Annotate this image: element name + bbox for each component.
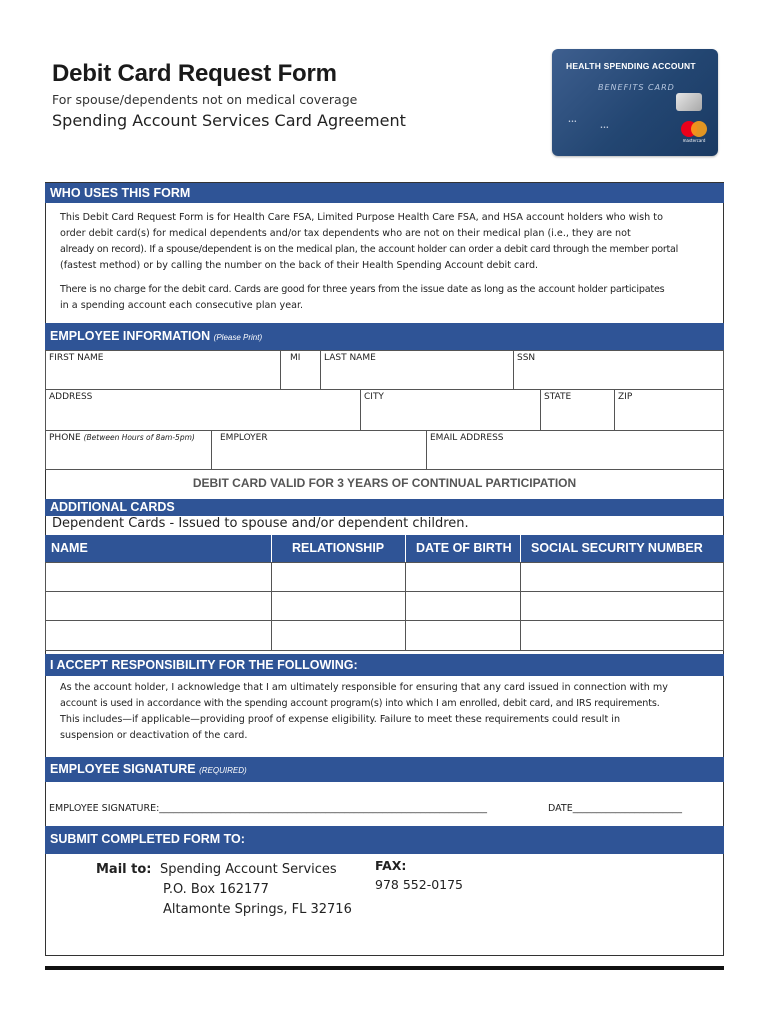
phone-label	[49, 433, 195, 443]
signature-required-note: (REQUIRED)	[199, 766, 247, 775]
text-line: account is used in accordance with the spending account program(s) into which I am enrolled, debit card, and IRS requirements.	[60, 698, 660, 709]
last-name-label: LAST NAME	[324, 353, 376, 363]
mail-to-label: Mail to:	[96, 862, 152, 877]
dependent-dob-cell[interactable]	[405, 620, 521, 651]
column-divider	[271, 535, 272, 563]
submit-header	[45, 826, 724, 854]
column-divider	[405, 535, 406, 563]
city-label: CITY	[364, 392, 384, 402]
card-valid-note: DEBIT CARD VALID FOR 3 YEARS OF CONTINUAL PARTICIPATION	[192, 476, 577, 490]
who-uses-paragraph-2	[60, 282, 664, 314]
dependent-relationship-cell[interactable]	[271, 562, 406, 592]
who-uses-paragraph-1	[60, 210, 678, 274]
column-ssn: SOCIAL SECURITY NUMBER	[531, 541, 703, 555]
zip-label: ZIP	[618, 392, 633, 402]
card-brand-text: mastercard	[682, 138, 706, 143]
text-line: (fastest method) or by calling the number on the back of their Health Spending Account debit card.	[60, 260, 539, 271]
employee-info-header	[45, 323, 724, 350]
column-date-of-birth: DATE OF BIRTH	[416, 541, 512, 555]
employee-info-note: (Please Print)	[213, 333, 263, 342]
dependent-name-cell[interactable]	[45, 620, 272, 651]
email-label: EMAIL ADDRESS	[430, 433, 504, 443]
first-name-label: FIRST NAME	[49, 353, 104, 363]
column-divider	[520, 535, 521, 563]
address-field[interactable]	[45, 389, 361, 431]
mail-address-line: Spending Account Services	[160, 862, 337, 877]
text-line: This includes—if applicable—providing proof of expense eligibility. Failure to meet these requirements could result in	[60, 714, 621, 725]
additional-cards-heading: ADDITIONAL CARDS	[50, 500, 175, 514]
text-line: in a spending account each consecutive plan year.	[60, 300, 304, 311]
zip-field[interactable]	[614, 389, 724, 431]
signature-underline: _____________________________________________________________________	[159, 803, 488, 814]
card-name-mark: •••	[600, 125, 609, 131]
last-name-field[interactable]	[320, 350, 514, 390]
card-chip-icon	[676, 93, 702, 111]
date-underline: _______________________	[572, 803, 682, 814]
dependent-cards-description: Dependent Cards - Issued to spouse and/or dependent children.	[52, 516, 469, 531]
text-line: order debit card(s) for medical dependents and/or tax dependents who are not on their medical plan (i.e., they are not	[60, 228, 631, 239]
ssn-field[interactable]	[513, 350, 724, 390]
signature-heading: EMPLOYEE SIGNATURE	[50, 762, 196, 776]
who-uses-heading: WHO USES THIS FORM	[50, 186, 191, 200]
fax-label: FAX:	[375, 858, 407, 873]
signature-label: EMPLOYEE SIGNATURE:	[49, 803, 160, 814]
page-title: Debit Card Request Form	[52, 60, 337, 87]
responsibility-heading: I ACCEPT RESPONSIBILITY FOR THE FOLLOWING:	[50, 658, 358, 672]
additional-cards-header	[45, 499, 724, 516]
signature-header	[45, 757, 724, 782]
date-label: DATE	[548, 803, 573, 814]
who-uses-header	[45, 183, 724, 203]
dependent-ssn-cell[interactable]	[520, 591, 724, 621]
mi-field[interactable]	[280, 350, 321, 390]
dependent-ssn-cell[interactable]	[520, 562, 724, 592]
agreement-title: Spending Account Services Card Agreement	[52, 111, 406, 130]
mail-address-line: P.O. Box 162177	[163, 882, 269, 897]
mail-address-line: Altamonte Springs, FL 32716	[163, 902, 352, 917]
card-subtitle: BENEFITS CARD	[598, 83, 675, 92]
dependent-dob-cell[interactable]	[405, 591, 521, 621]
text-line: suspension or deactivation of the card.	[60, 730, 248, 741]
dependent-dob-cell[interactable]	[405, 562, 521, 592]
bottom-rule	[45, 966, 724, 970]
column-name: NAME	[51, 541, 88, 555]
text-line: As the account holder, I acknowledge that I am ultimately responsible for ensuring that any card issued in connection with my	[60, 682, 668, 693]
employer-field[interactable]	[211, 430, 427, 470]
employer-label: EMPLOYER	[220, 433, 268, 443]
date-field[interactable]	[548, 803, 682, 814]
text-line: already on record). If a spouse/dependent is on the medical plan, the account holder can order a debit card through the member portal	[60, 244, 679, 255]
debit-card-image	[552, 49, 718, 156]
text-line: This Debit Card Request Form is for Health Care FSA, Limited Purpose Health Care FSA, and HSA account holders who wish to	[60, 212, 663, 223]
responsibility-header	[45, 654, 724, 676]
address-label: ADDRESS	[49, 392, 93, 402]
page-subtitle: For spouse/dependents not on medical coverage	[52, 92, 358, 107]
city-field[interactable]	[360, 389, 541, 431]
column-relationship: RELATIONSHIP	[292, 541, 385, 555]
dependent-relationship-cell[interactable]	[271, 620, 406, 651]
state-label: STATE	[544, 392, 572, 402]
email-field[interactable]	[426, 430, 724, 470]
text-line: There is no charge for the debit card. Cards are good for three years from the issue date as long as the account holder participates	[60, 284, 665, 295]
responsibility-paragraph	[60, 680, 668, 744]
dependent-name-cell[interactable]	[45, 562, 272, 592]
employee-signature-field[interactable]	[49, 803, 487, 814]
phone-field[interactable]	[45, 430, 212, 470]
ssn-label: SSN	[517, 353, 536, 363]
state-field[interactable]	[540, 389, 615, 431]
submit-heading: SUBMIT COMPLETED FORM TO:	[50, 832, 245, 846]
fax-number: 978 552-0175	[375, 877, 464, 892]
dependent-relationship-cell[interactable]	[271, 591, 406, 621]
card-number-mark: •••	[568, 119, 577, 125]
card-title: HEALTH SPENDING ACCOUNT	[566, 61, 696, 71]
dependent-name-cell[interactable]	[45, 591, 272, 621]
mi-label: MI	[290, 353, 301, 363]
first-name-field[interactable]	[45, 350, 281, 390]
mastercard-logo-icon	[676, 119, 712, 143]
phone-label-text: PHONE	[49, 433, 81, 443]
phone-hours-note: (Between Hours of 8am-5pm)	[83, 433, 195, 442]
dependent-ssn-cell[interactable]	[520, 620, 724, 651]
employee-info-heading: EMPLOYEE INFORMATION	[50, 329, 211, 343]
